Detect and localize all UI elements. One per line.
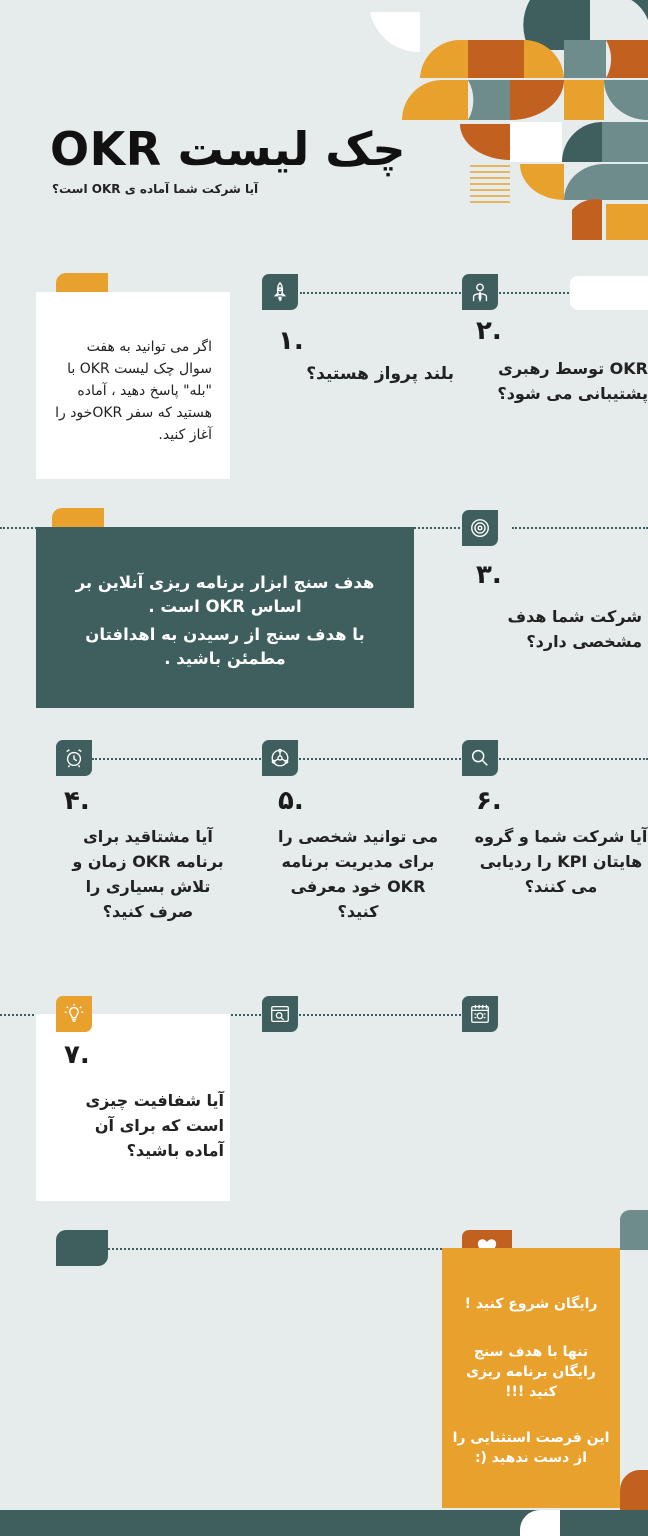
question-4-number: ۴.	[64, 786, 90, 816]
question-2-text: OKR توسط رهبری پشتیبانی می شود؟	[497, 359, 648, 403]
edge-tab-right-2	[620, 1210, 648, 1250]
intro-card	[36, 292, 230, 479]
cta-line2: تنها با هدف سنج رایگان برنامه ریزی کنید !!!	[466, 1344, 596, 1400]
target-icon	[469, 517, 491, 539]
question-6-number: ۶.	[476, 786, 502, 816]
calendar-icon	[469, 1003, 491, 1025]
lightbulb-icon	[63, 1003, 85, 1025]
cta-line1[interactable]: رایگان شروع کنید !	[464, 1296, 598, 1312]
question-4-text: آیا مشتاقید برای برنامه OKR زمان و تلاش بسیاری را صرف کنید؟	[72, 827, 224, 921]
promo-card-line2: با هدف سنج از رسیدن به اهدافتان مطمئن باشید .	[85, 625, 365, 668]
browser-search-icon	[269, 1003, 291, 1025]
question-2-number: ۲.	[476, 316, 502, 346]
cta-card	[442, 1248, 620, 1508]
page-title: چک لیست OKR	[50, 122, 406, 176]
lightbulb-tile	[56, 996, 92, 1032]
magnifier-tile	[462, 740, 498, 776]
intro-card-text: اگر می توانید به هفت سوال چک لیست OKR با "بله" پاسخ دهید ، آماده هستید که سفر OKRخود را آغاز کنید.	[55, 339, 212, 443]
promo-card	[36, 527, 414, 708]
question-7-text: آیا شفافیت چیزی است که برای آن آماده باشید؟	[85, 1091, 224, 1160]
rocket-tile	[262, 274, 298, 310]
connector-line-8	[108, 1248, 462, 1250]
edge-tab-right-1	[570, 276, 648, 310]
rocket-icon	[269, 281, 291, 303]
question-3-number: ۳.	[476, 560, 502, 590]
alarm-clock-icon	[63, 747, 85, 769]
cta-line3: این فرصت استثنایی را از دست ندهید (:	[452, 1430, 610, 1466]
connector-line-3	[414, 527, 468, 529]
magnifier-icon	[469, 747, 491, 769]
calendar-tile	[462, 996, 498, 1032]
question-1-number: ۱.	[278, 326, 304, 356]
question-3-text: شرکت شما هدف مشخصی دارد؟	[507, 607, 642, 651]
network-tile	[262, 740, 298, 776]
person-tile	[462, 274, 498, 310]
promo-card-line1: هدف سنج ابزار برنامه ریزی آنلاین بر اساس OKR است .	[75, 573, 375, 616]
footer-left-tab	[56, 1230, 108, 1266]
network-icon	[269, 747, 291, 769]
question-6-text: آیا شرکت شما و گروه هایتان KPI را ردیابی می کنند؟	[474, 827, 648, 896]
person-icon	[469, 281, 491, 303]
alarm-clock-tile	[56, 740, 92, 776]
question-7-number: ۷.	[64, 1040, 90, 1070]
question-5-number: ۵.	[278, 786, 304, 816]
question-1-text: بلند پرواز هستید؟	[306, 364, 454, 384]
connector-line-4	[512, 527, 648, 529]
connector-line-5	[92, 758, 648, 760]
browser-search-tile	[262, 996, 298, 1032]
bottom-band-accent	[520, 1510, 560, 1536]
target-tile	[462, 510, 498, 546]
geometric-pattern	[360, 0, 648, 240]
page-subtitle: آیا شرکت شما آماده ی OKR است؟	[52, 182, 259, 196]
question-5-text: می توانید شخصی را برای مدیریت برنامه OKR خود معرفی کنید؟	[277, 827, 439, 921]
